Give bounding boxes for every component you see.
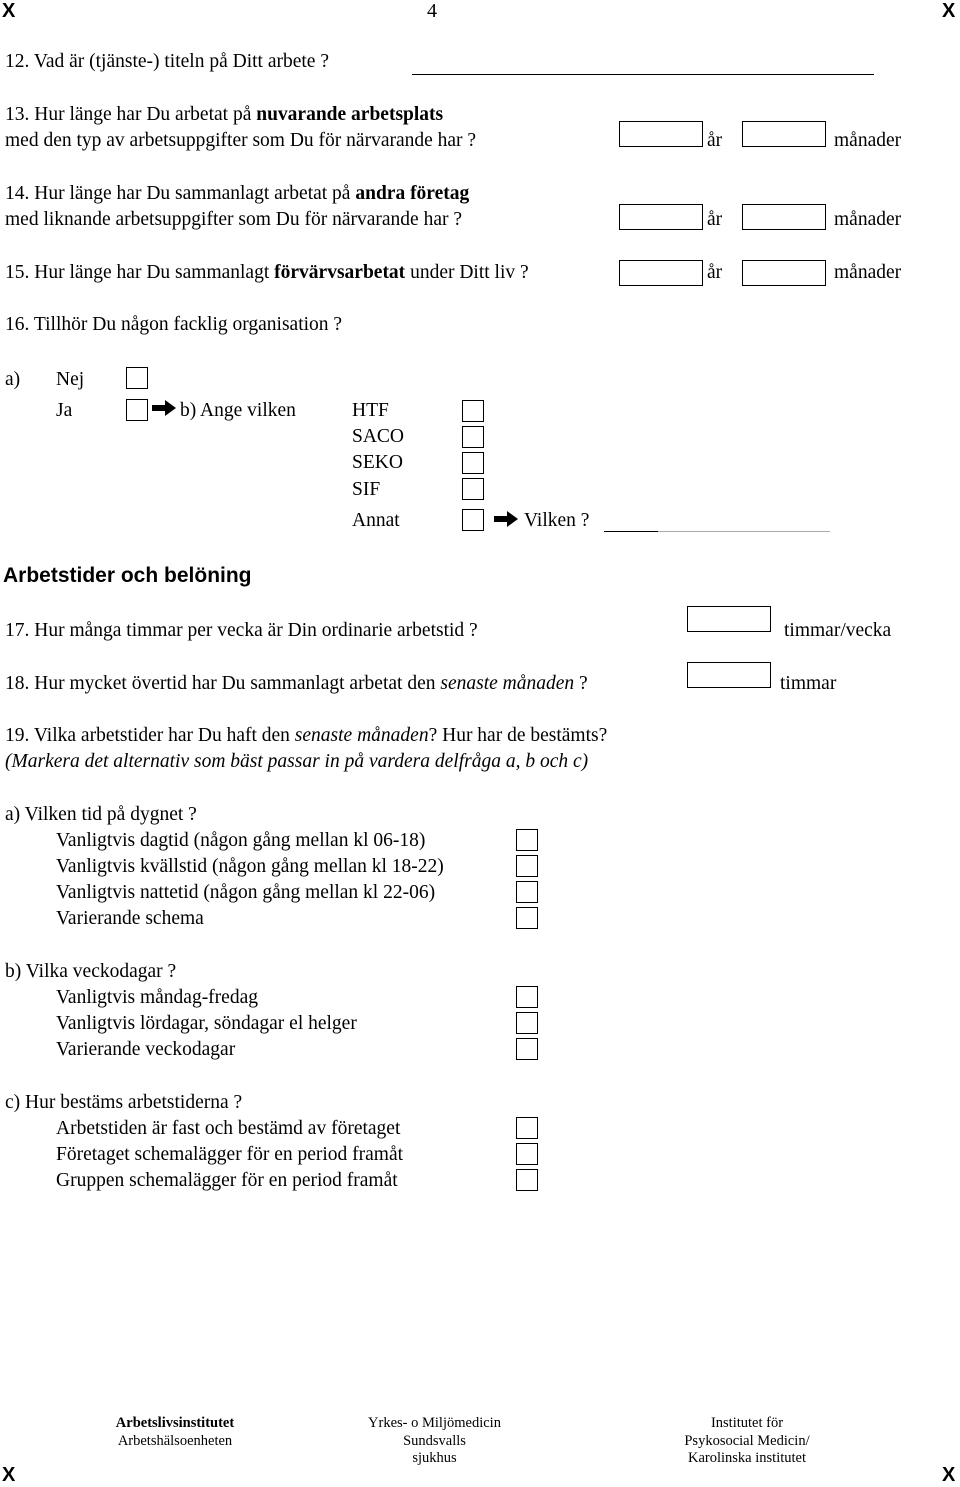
q14-years-label: år [707,209,723,230]
q19-a-option-day: Vanligtvis dagtid (någon gång mellan kl 06-18) [56,830,426,851]
q19-instruction: (Markera det alternativ som bäst passar in på vardera delfråga a, b och c) [5,751,589,772]
union-other-field[interactable] [604,531,658,532]
q17-unit: timmar/vecka [784,620,892,641]
q19-a-title: a) Vilken tid på dygnet ? [5,804,197,825]
q16-yes-checkbox[interactable] [126,399,148,421]
q16-which-label: Vilken ? [524,510,590,531]
footer-institution-2 [352,1415,517,1468]
q19-a-day-checkbox[interactable] [516,829,538,851]
union-other-checkbox[interactable] [462,509,484,531]
q19-c-fixed-checkbox[interactable] [516,1117,538,1139]
q19-b-varying-checkbox[interactable] [516,1038,538,1060]
q19-b-option-weekends: Vanligtvis lördagar, söndagar el helger [56,1013,357,1034]
q16-no-label: Nej [56,369,85,390]
q17-hours-input[interactable] [687,606,771,632]
footer-institution-3 [664,1415,830,1468]
q13-years-input[interactable] [619,121,703,147]
footer-col3-line2: Psykosocial Medicin/ [684,1432,810,1449]
q19-b-option-varying: Varierande veckodagar [56,1039,236,1060]
question-14-line2: med liknande arbetsuppgifter som Du för närvarande har ? [5,209,462,230]
q15-months-label: månader [834,262,902,283]
q19-a-option-night: Vanligtvis nattetid (någon gång mellan kl 22-06) [56,882,436,903]
union-htf-checkbox[interactable] [462,400,484,422]
q19-c-option-company: Företaget schemalägger för en period framåt [56,1144,404,1165]
q19-a-night-checkbox[interactable] [516,881,538,903]
footer-col3-line1: Institutet för [710,1415,784,1431]
q19-a-evening-checkbox[interactable] [516,855,538,877]
q16-b-label: b) Ange vilken [180,400,296,421]
q19-b-option-weekdays: Vanligtvis måndag-fredag [56,987,258,1008]
footer-col3-line3: Karolinska institutet [688,1450,806,1467]
union-other-field-line [658,531,830,532]
union-option-other: Annat [352,510,400,531]
union-option-sif: SIF [352,479,381,500]
q19-a-varying-checkbox[interactable] [516,907,538,929]
question-14: 14. Hur länge har Du sammanlagt arbetat på andra företag [5,183,470,204]
question-17: 17. Hur många timmar per vecka är Din ordinarie arbetstid ? [5,620,478,641]
corner-mark-top-right: X [942,0,956,22]
question-15: 15. Hur länge har Du sammanlagt förvärvsarbetat under Ditt liv ? [5,262,529,283]
q18-hours-input[interactable] [687,662,771,688]
q19-a-option-evening: Vanligtvis kvällstid (någon gång mellan kl 18-22) [56,856,444,877]
union-sif-checkbox[interactable] [462,478,484,500]
question-13-line2: med den typ av arbetsuppgifter som Du för närvarande har ? [5,130,477,151]
footer-col1-line1: Arbetslivsinstitutet [115,1415,235,1431]
job-title-field[interactable] [412,74,874,75]
q16-no-checkbox[interactable] [126,367,148,389]
arrow-right-icon [493,510,519,528]
footer-col1-line2: Arbetshälsoenheten [117,1432,233,1449]
q14-months-input[interactable] [742,204,826,230]
q16-a-label: a) [5,369,21,390]
q19-a-option-varying: Varierande schema [56,908,204,929]
union-option-seko: SEKO [352,452,403,473]
q13-months-input[interactable] [742,121,826,147]
q19-b-title: b) Vilka veckodagar ? [5,961,177,982]
q15-months-input[interactable] [742,260,826,286]
q14-years-input[interactable] [619,204,703,230]
question-18: 18. Hur mycket övertid har Du sammanlagt arbetat den senaste månaden ? [5,673,588,694]
union-option-htf: HTF [352,400,389,421]
q18-unit: timmar [780,673,837,694]
q16-yes-label: Ja [56,400,73,421]
question-12: 12. Vad är (tjänste-) titeln på Ditt arbete ? [5,51,329,72]
q15-years-label: år [707,262,723,283]
footer-col2-line3: sjukhus [412,1450,457,1467]
question-16: 16. Tillhör Du någon facklig organisation ? [5,314,343,335]
corner-mark-top-left: X [2,0,16,22]
question-13: 13. Hur länge har Du arbetat på nuvarande arbetsplats [5,104,444,125]
footer-col2-line2: Sundsvalls [403,1432,466,1449]
page-number: 4 [427,0,437,22]
union-option-saco: SACO [352,426,405,447]
union-seko-checkbox[interactable] [462,452,484,474]
question-19: 19. Vilka arbetstider har Du haft den senaste månaden? Hur har de bestämts? [5,725,608,746]
q19-c-company-checkbox[interactable] [516,1143,538,1165]
footer-col2-line1: Yrkes- o Miljömedicin [368,1415,501,1431]
q13-months-label: månader [834,130,902,151]
q15-years-input[interactable] [619,260,703,286]
footer-institution-1 [95,1415,255,1450]
union-saco-checkbox[interactable] [462,426,484,448]
corner-mark-bottom-right: X [942,1464,956,1486]
arrow-right-icon [151,399,177,417]
q19-c-option-fixed: Arbetstiden är fast och bestämd av företaget [56,1118,401,1139]
section-title: Arbetstider och belöning [3,564,252,587]
q13-years-label: år [707,130,723,151]
q19-c-title: c) Hur bestäms arbetstiderna ? [5,1092,243,1113]
q19-c-option-group: Gruppen schemalägger för en period framåt [56,1170,398,1191]
corner-mark-bottom-left: X [2,1464,16,1486]
q14-months-label: månader [834,209,902,230]
q19-c-group-checkbox[interactable] [516,1169,538,1191]
q19-b-weekends-checkbox[interactable] [516,1012,538,1034]
q19-b-weekdays-checkbox[interactable] [516,986,538,1008]
